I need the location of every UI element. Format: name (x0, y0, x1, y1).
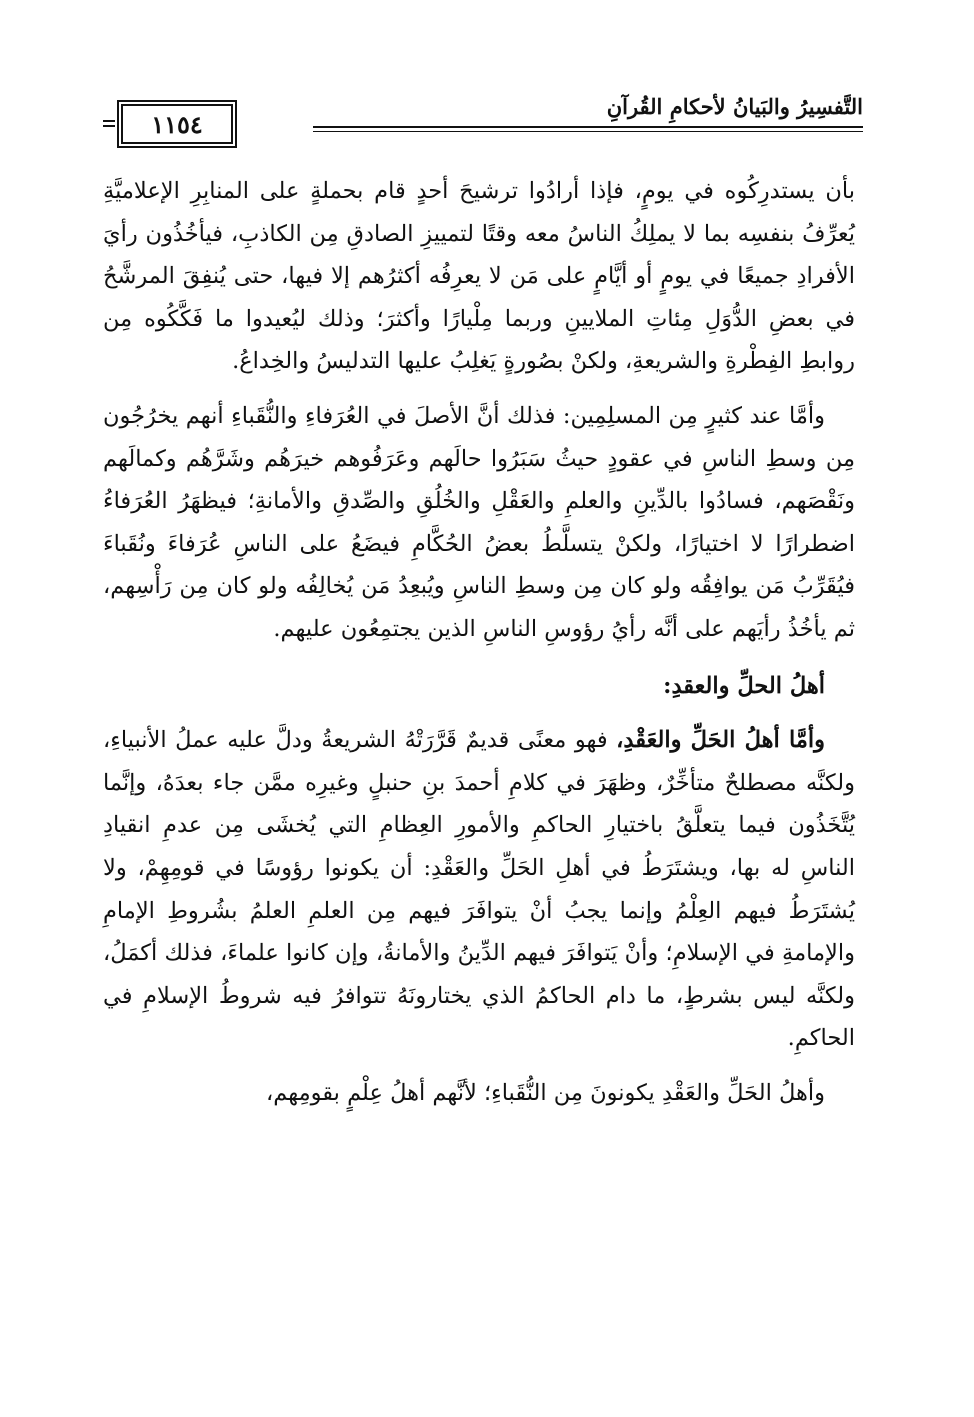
paragraph-lead: وأمَّا أهلُ الحَلِّ والعَقْدِ، (616, 727, 825, 754)
header-rule (313, 126, 863, 128)
page-number-tick (103, 120, 115, 122)
page-body (103, 170, 855, 1114)
header-rule-thin (313, 131, 863, 132)
paragraph: وأهلُ الحَلِّ والعَقْدِ يكونونَ مِن النُّقَباءِ؛ لأنَّهم أهلُ عِلْمٍ بقومِهم، (265, 1079, 825, 1106)
page-header (103, 92, 863, 152)
paragraph (103, 719, 855, 1060)
paragraph-text: فهو معنًى قديمٌ قَرَّرَتْهُ الشريعةُ ودلَّ عليه عملُ الأنبياءِ، ولكنَّه مصطلحٌ متأخِّرٌ، وظهَرَ في كلامِ أحمدَ بنِ حنبلٍ وغيرِه ممَّن جاء بعدَهُ، وإنَّما يُتَّخَذُون فيما يتعلَّقُ باختيارِ الحاكمِ والأمورِ العِظامِ التي يُخشَى مِن عدمِ انقيادِ الناسِ له بها، ويشتَرَطُ في أهلِ الحَلِّ والعَقْدِ: أن يكونوا رؤوسًا في قومِهِمْ، ولا يُشتَرَطُ فيهم العِلْمُ وإنما يجبُ أنْ يتوافَرَ فيهم مِن العلمِ العلمُ بشُروطِ الإمامِ والإمامةِ في الإسلامِ؛ وأنْ يَتوافَرَ فيهم الدِّينُ والأمانةُ، وإن كانوا علماءَ، فذلك أكمَلُ، ولكنَّه ليس بشرطٍ، ما دام الحاكمُ الذي يختارونَهُ تتوافرُ فيه شروطُ الإسلامِ في الحاكمِ. (103, 727, 855, 1052)
page-number-tick (103, 125, 115, 127)
section-heading: أهلُ الحلِّ والعقدِ: (663, 672, 825, 699)
book-title: التَّفسِيرُ والبَيانُ لأحكامِ القُرآنِ (606, 94, 863, 119)
paragraph: بأن يستدرِكُوه في يومٍ، فإذا أرادُوا ترشيحَ أحدٍ قام بحملةٍ على المنابِرِ الإعلاميَّةِ يُعرِّفُ بنفسِه بما لا يملِكُ الناسُ معه وقتًا لتمييزِ الصادقِ مِن الكاذبِ، فيأخُذُون رأيَ الأفرادِ جميعًا في يومٍ أو أيَّامٍ على مَن لا يعرِفُه أكثرُهم إلا فيها، حتى يُنفِقَ المرشَّحُ في بعضِ الدُّوَلِ مِئاتِ الملايينِ وربما مِلْيارًا وأكثرَ؛ وذلك ليُعيدوا ما فَكَّكُوه مِن روابطِ الفِطْرةِ والشريعةِ، ولكنْ بصُورةٍ يَغلِبُ عليها التدليسُ والخِداعُ. (103, 178, 855, 375)
page-number: ١١٥٤ (121, 104, 233, 144)
paragraph: وأمَّا عند كثيرٍ مِن المسلِمِين: فذلك أنَّ الأصلَ في العُرَفاءِ والنُّقَباءِ أنهم يخرُجُون مِن وسطِ الناسِ في عقودٍ حيثُ سَبَرُوا حالَهم وعَرَفُوهم خيرَهُم وشَرَّهُم وكمالَهم ونَقْصَهم، فسادُوا بالدِّينِ والعلمِ والعَقْلِ والخُلُقِ والصِّدقِ والأمانةِ؛ فيظهَرُ العُرَفاءُ اضطرارًا لا اختيارًا، ولكنْ يتسلَّطُ بعضُ الحُكَّامِ فيضَعُ على الناسِ عُرَفاءَ ونُقَباءَ فيُقَرِّبُ مَن يوافِقُه ولو كان مِن وسطِ الناسِ ويُبعِدُ مَن يُخالِفُه ولو كان مِن رَأْسِهم، ثم يأخُذُ رأيَهم على أنَّه رأيُ رؤوسِ الناسِ الذين يجتمِعُون عليهم. (103, 402, 855, 642)
